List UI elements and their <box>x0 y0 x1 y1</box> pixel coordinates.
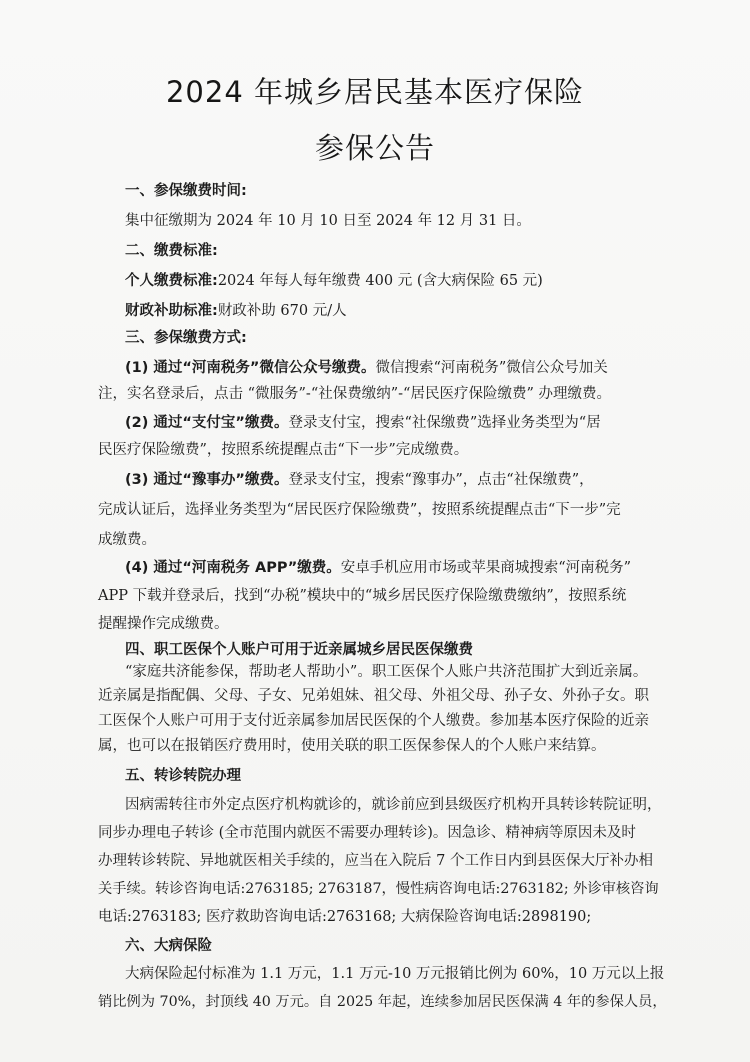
method4-title: (4) 通过“河南税务 APP”缴费。 <box>125 560 341 576</box>
method1-line1 <box>125 358 608 378</box>
method2-text: 登录支付宝，搜索“社保缴费”选择业务类型为“居 <box>288 415 601 431</box>
method4-text: 安卓手机应用市场或苹果商城搜索“河南税务” <box>340 560 632 576</box>
subsidy-line <box>125 301 347 321</box>
personal-fee-value: 2024 年每人每年缴费 400 元 (含大病保险 65 元) <box>217 273 543 289</box>
method3-title: (3) 通过“豫事办”缴费。 <box>125 472 289 488</box>
method2-line2: 民医疗保险缴费”，按照系统提醒点击“下一步”完成缴费。 <box>98 442 469 458</box>
subsidy-value: 财政补助 670 元/人 <box>217 303 347 319</box>
method1-line2: 注，实名登录后，点击 “微服务”-“社保费缴纳”-“居民医疗保险缴费” 办理缴费。 <box>98 386 611 402</box>
section6-line1: 大病保险起付标准为 1.1 万元，1.1 万元-10 万元报销比例为 60%，10 万元以上报 <box>125 966 665 982</box>
method1-text: 微信搜索“河南税务”微信公众号加关 <box>375 360 608 376</box>
section5-heading: 五、转诊转院办理 <box>125 768 241 784</box>
method2-title: (2) 通过“支付宝”缴费。 <box>125 415 289 431</box>
section4-line1: “家庭共济能参保，帮助老人帮助小”。职工医保个人账户共济范围扩大到近亲属。 <box>125 664 648 680</box>
section1-heading: 一、参保缴费时间: <box>125 183 247 199</box>
method4-line1 <box>125 558 631 578</box>
section4-line2: 近亲属是指配偶、父母、子女、兄弟姐妹、祖父母、外祖父母、孙子女、外孙子女。职 <box>98 688 649 704</box>
document-title-line1: 2024 年城乡居民基本医疗保险 <box>165 75 585 109</box>
document-title-line2: 参保公告 <box>314 131 435 165</box>
method2-line1 <box>125 413 601 433</box>
method1-title: (1) 通过“河南税务”微信公众号缴费。 <box>125 360 376 376</box>
section5-line3: 办理转诊转院、异地就医相关手续的，应当在入院后 7 个工作日内到县医保大厅补办相 <box>98 853 653 869</box>
section6-heading: 六、大病保险 <box>125 938 212 954</box>
section6-line2: 销比例为 70%，封顶线 40 万元。自 2025 年起，连续参加居民医保满 4 年的参保人员， <box>98 994 667 1010</box>
section4-line4: 属，也可以在报销医疗费用时，使用关联的职工医保参保人的个人账户来结算。 <box>98 738 606 754</box>
method3-line1 <box>125 470 594 490</box>
method3-text: 登录支付宝，搜索“豫事办”，点击“社保缴费”， <box>288 472 594 488</box>
section4-heading: 四、职工医保个人账户可用于近亲属城乡居民医保缴费 <box>125 642 473 658</box>
subsidy-label: 财政补助标准: <box>125 303 218 319</box>
section5-line4: 关手续。转诊咨询电话:2763185; 2763187，慢性病咨询电话:2763182; 外诊审核咨询 <box>98 881 659 897</box>
section3-heading: 三、参保缴费方式: <box>125 330 247 346</box>
section5-line5: 电话:2763183; 医疗救助咨询电话:2763168; 大病保险咨询电话:2898190; <box>98 909 592 925</box>
section4-line3: 工医保个人账户可用于支付近亲属参加居民医保的个人缴费。参加基本医疗保险的近亲 <box>98 713 649 729</box>
section1-text: 集中征缴期为 2024 年 10 月 10 日至 2024 年 12 月 31 日。 <box>125 213 531 229</box>
personal-fee-line <box>125 271 543 291</box>
method3-line2: 完成认证后，选择业务类型为“居民医疗保险缴费”，按照系统提醒点击“下一步”完 <box>98 502 621 518</box>
method3-line3: 成缴费。 <box>98 532 156 548</box>
section5-line2: 同步办理电子转诊 (全市范围内就医不需要办理转诊)。因急诊、精神病等原因未及时 <box>98 825 636 841</box>
personal-fee-label: 个人缴费标准: <box>125 273 218 289</box>
section5-line1: 因病需转往市外定点医疗机构就诊的，就诊前应到县级医疗机构开具转诊转院证明， <box>125 797 662 813</box>
method4-line2: APP 下载并登录后，找到“办税”模块中的“城乡居民医疗保险缴费缴纳”，按照系统 <box>98 588 627 604</box>
section2-heading: 二、缴费标准: <box>125 243 218 259</box>
method4-line3: 提醒操作完成缴费。 <box>98 616 229 632</box>
